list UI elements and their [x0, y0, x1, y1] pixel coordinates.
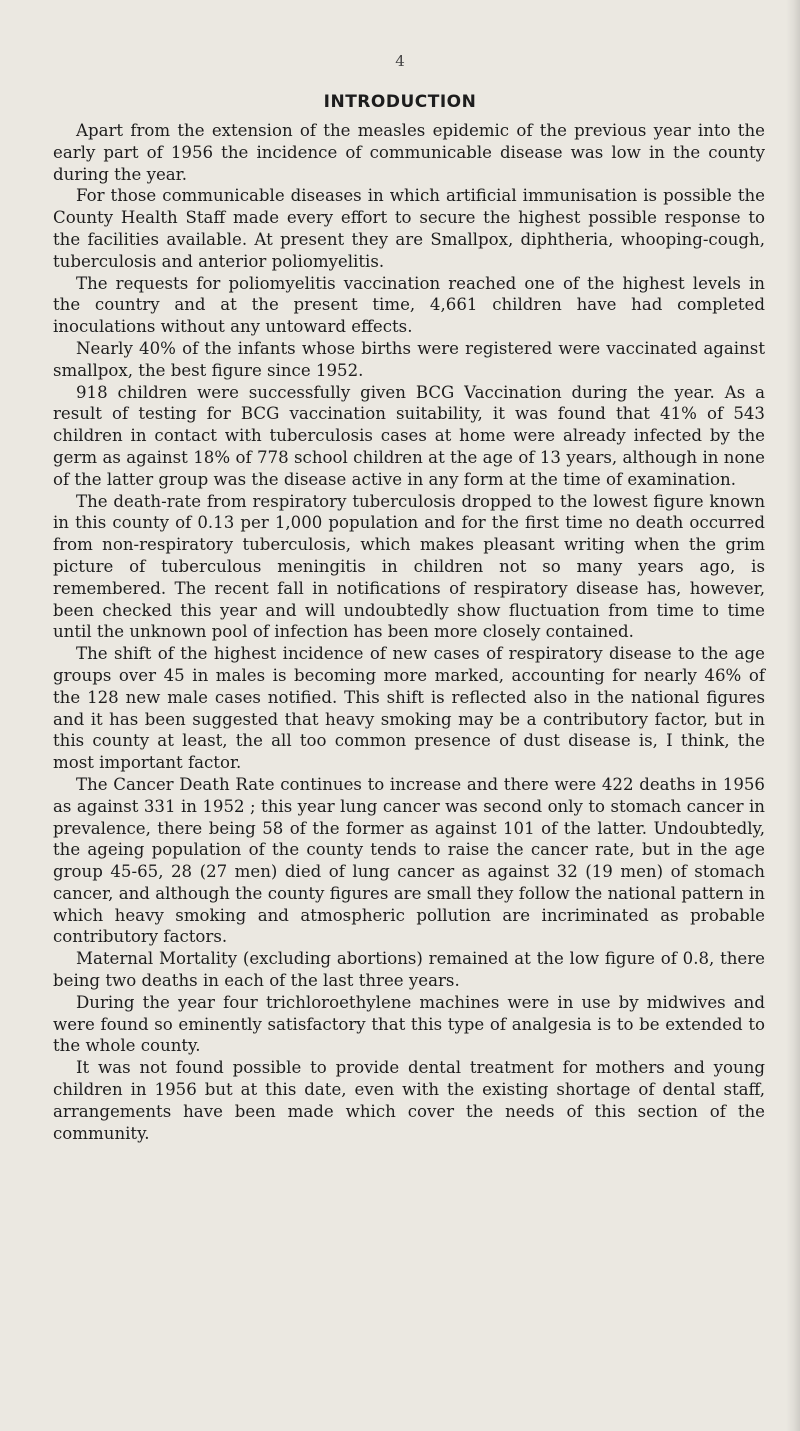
body-text	[53, 120, 765, 1144]
paragraph: 918 children were successfully given BCG Vaccination during the year. As a result of testing for BCG vaccination suitability, it was found that 41% of 543 children in contact with tuberculosis cases at home were already infected by the germ as against 18% of 778 school children at the age of 13 years, although in none of the latter group was the disease active in any form at the time of examination.	[53, 382, 765, 489]
paragraph: During the year four trichloroethylene machines were in use by midwives and were found so eminently satisfactory that this type of analgesia is to be extended to the whole county.	[53, 992, 765, 1056]
paragraph: The death-rate from respiratory tuberculosis dropped to the lowest figure known in this county of 0.13 per 1,000 population and for the first time no death occurred from non-respiratory tuberculosis, which makes pleasant writing when the grim picture of tuberculous meningitis in children not so many years ago, is remembered. The recent fall in notifications of respiratory disease has, however, been checked this year and will undoubtedly show fluctuation from time to time until the unknown pool of infection has been more closely contained.	[53, 491, 765, 642]
paragraph: The requests for poliomyelitis vaccination reached one of the highest levels in the country and at the present time, 4,661 children have had completed inoculations without any untoward effects.	[53, 273, 765, 337]
page-number: 4	[395, 52, 405, 70]
paragraph: It was not found possible to provide dental treatment for mothers and young children in 1956 but at this date, even with the existing shortage of dental staff, arrangements have been made which cover the needs of this section of the community.	[53, 1058, 765, 1143]
page-edge-shadow	[786, 0, 800, 1431]
paragraph: Nearly 40% of the infants whose births were registered were vaccinated against smallpox, the best figure since 1952.	[53, 338, 765, 380]
paragraph: Maternal Mortality (excluding abortions) remained at the low figure of 0.8, there being two deaths in each of the last three years.	[53, 949, 765, 991]
paragraph: For those communicable diseases in which artificial immunisation is possible the County Health Staff made every effort to secure the highest possible response to the facilities available. At present they are Smallpox, diphtheria, whooping-cough, tuberculosis and anterior poliomyelitis.	[53, 186, 765, 271]
paragraph: The shift of the highest incidence of new cases of respiratory disease to the age groups over 45 in males is becoming more marked, accounting for nearly 46% of the 128 new male cases notified. This shift is reflected also in the national figures and it has been suggested that heavy smoking may be a contributory factor, but in this county at least, the all too common presence of dust disease is, I think, the most important factor.	[53, 644, 765, 773]
section-heading: INTRODUCTION	[323, 92, 477, 112]
paragraph: Apart from the extension of the measles epidemic of the previous year into the early part of 1956 the incidence of communicable disease was low in the county during the year.	[53, 121, 765, 184]
paragraph: The Cancer Death Rate continues to increase and there were 422 deaths in 1956 as against 331 in 1952 ; this year lung cancer was second only to stomach cancer in prevalence, there being 58 of the former as against 101 of the latter. Undoubtedly, the ageing population of the county tends to raise the cancer rate, but in the age group 45-65, 28 (27 men) died of lung cancer as against 32 (19 men) of stomach cancer, and although the county figures are small they follow the national pattern in which heavy smoking and atmospheric pollution are incriminated as probable contributory factors.	[53, 774, 765, 947]
